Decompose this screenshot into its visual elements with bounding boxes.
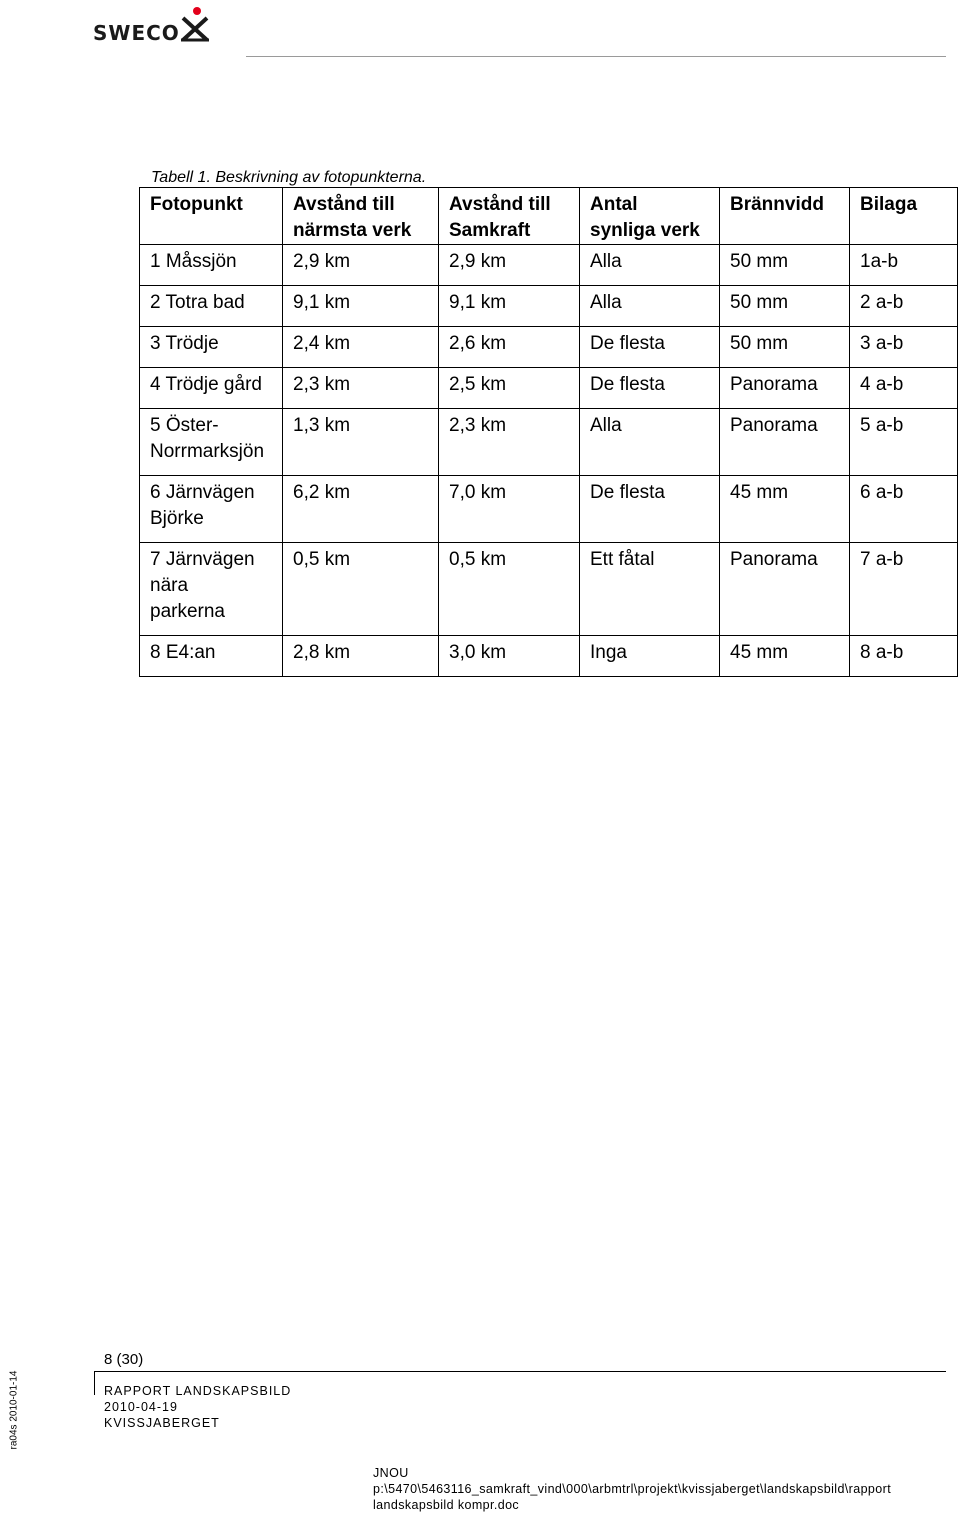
footer-date: 2010-04-19 xyxy=(104,1400,178,1414)
cell-narmsta: 6,2 km xyxy=(283,476,439,543)
header-brannvidd: Brännvidd xyxy=(720,188,850,245)
cell-bilaga: 5 a-b xyxy=(850,409,958,476)
table-row xyxy=(140,368,958,409)
cell-brannvidd: 45 mm xyxy=(720,636,850,677)
cell-brannvidd: 50 mm xyxy=(720,327,850,368)
header-bilaga: Bilaga xyxy=(850,188,958,245)
cell-fotopunkt: 2 Totra bad xyxy=(140,286,283,327)
table-row xyxy=(140,286,958,327)
cell-bilaga: 6 a-b xyxy=(850,476,958,543)
cell-samkraft: 9,1 km xyxy=(439,286,580,327)
header-avstand-samkraft: Avstånd till Samkraft xyxy=(439,188,580,245)
footer-divider-tick xyxy=(94,1371,95,1395)
page-number: 8 (30) xyxy=(104,1351,144,1368)
cell-brannvidd: Panorama xyxy=(720,368,850,409)
cell-brannvidd: 50 mm xyxy=(720,245,850,286)
header-divider xyxy=(246,56,946,57)
table-row xyxy=(140,245,958,286)
cell-samkraft: 0,5 km xyxy=(439,543,580,636)
cell-narmsta: 2,8 km xyxy=(283,636,439,677)
cell-brannvidd: Panorama xyxy=(720,543,850,636)
footer-divider xyxy=(94,1371,946,1372)
cell-bilaga: 1a-b xyxy=(850,245,958,286)
cell-antal: Alla xyxy=(580,286,720,327)
template-code: ra04s 2010-01-14 xyxy=(8,1370,20,1450)
cell-fotopunkt: 4 Trödje gård xyxy=(140,368,283,409)
cell-samkraft: 2,5 km xyxy=(439,368,580,409)
table-caption: Tabell 1. Beskrivning av fotopunkterna. xyxy=(151,169,427,186)
cell-fotopunkt: 5 Öster- Norrmarksjön xyxy=(140,409,283,476)
cell-fotopunkt: 8 E4:an xyxy=(140,636,283,677)
cell-samkraft: 2,3 km xyxy=(439,409,580,476)
footer-path-line: p:\5470\5463116_samkraft_vind\000\arbmtrl\projekt\kvissjaberget\landskapsbild\rapport xyxy=(373,1482,892,1496)
cell-antal: Ett fåtal xyxy=(580,543,720,636)
table-row xyxy=(140,543,958,636)
cell-bilaga: 4 a-b xyxy=(850,368,958,409)
footer-report-info xyxy=(104,1383,291,1431)
cell-narmsta: 2,3 km xyxy=(283,368,439,409)
cell-antal: De flesta xyxy=(580,327,720,368)
table-row xyxy=(140,327,958,368)
cell-bilaga: 8 a-b xyxy=(850,636,958,677)
cell-antal: De flesta xyxy=(580,476,720,543)
table-row xyxy=(140,636,958,677)
cell-bilaga: 3 a-b xyxy=(850,327,958,368)
cell-antal: Alla xyxy=(580,409,720,476)
cell-samkraft: 2,6 km xyxy=(439,327,580,368)
cell-bilaga: 2 a-b xyxy=(850,286,958,327)
table-row xyxy=(140,476,958,543)
cell-fotopunkt: 3 Trödje xyxy=(140,327,283,368)
cell-narmsta: 2,9 km xyxy=(283,245,439,286)
cell-samkraft: 3,0 km xyxy=(439,636,580,677)
cell-antal: Inga xyxy=(580,636,720,677)
sweco-logo xyxy=(93,6,217,44)
cell-samkraft: 2,9 km xyxy=(439,245,580,286)
cell-fotopunkt: 7 Järnvägen nära parkerna xyxy=(140,543,283,636)
cell-brannvidd: 45 mm xyxy=(720,476,850,543)
header-antal: Antal synliga verk xyxy=(580,188,720,245)
footer-author: JNOU xyxy=(373,1466,409,1480)
cell-fotopunkt: 6 Järnvägen Björke xyxy=(140,476,283,543)
header-avstand-narmsta: Avstånd till närmsta verk xyxy=(283,188,439,245)
sweco-figure-icon xyxy=(177,6,211,42)
cell-samkraft: 7,0 km xyxy=(439,476,580,543)
footer-filename: landskapsbild kompr.doc xyxy=(373,1498,520,1512)
footer-report-title: RAPPORT LANDSKAPSBILD xyxy=(104,1384,292,1398)
cell-narmsta: 0,5 km xyxy=(283,543,439,636)
footer-file-info xyxy=(373,1465,953,1513)
cell-narmsta: 1,3 km xyxy=(283,409,439,476)
header-fotopunkt: Fotopunkt xyxy=(140,188,283,245)
fotopunkt-table xyxy=(139,187,958,677)
logo-wordmark: SWECO xyxy=(93,21,180,45)
table-header-row xyxy=(140,188,958,245)
cell-brannvidd: Panorama xyxy=(720,409,850,476)
footer-project: KVISSJABERGET xyxy=(104,1416,220,1430)
table-row xyxy=(140,409,958,476)
cell-bilaga: 7 a-b xyxy=(850,543,958,636)
cell-antal: De flesta xyxy=(580,368,720,409)
cell-fotopunkt: 1 Måssjön xyxy=(140,245,283,286)
cell-narmsta: 2,4 km xyxy=(283,327,439,368)
cell-brannvidd: 50 mm xyxy=(720,286,850,327)
cell-narmsta: 9,1 km xyxy=(283,286,439,327)
cell-antal: Alla xyxy=(580,245,720,286)
